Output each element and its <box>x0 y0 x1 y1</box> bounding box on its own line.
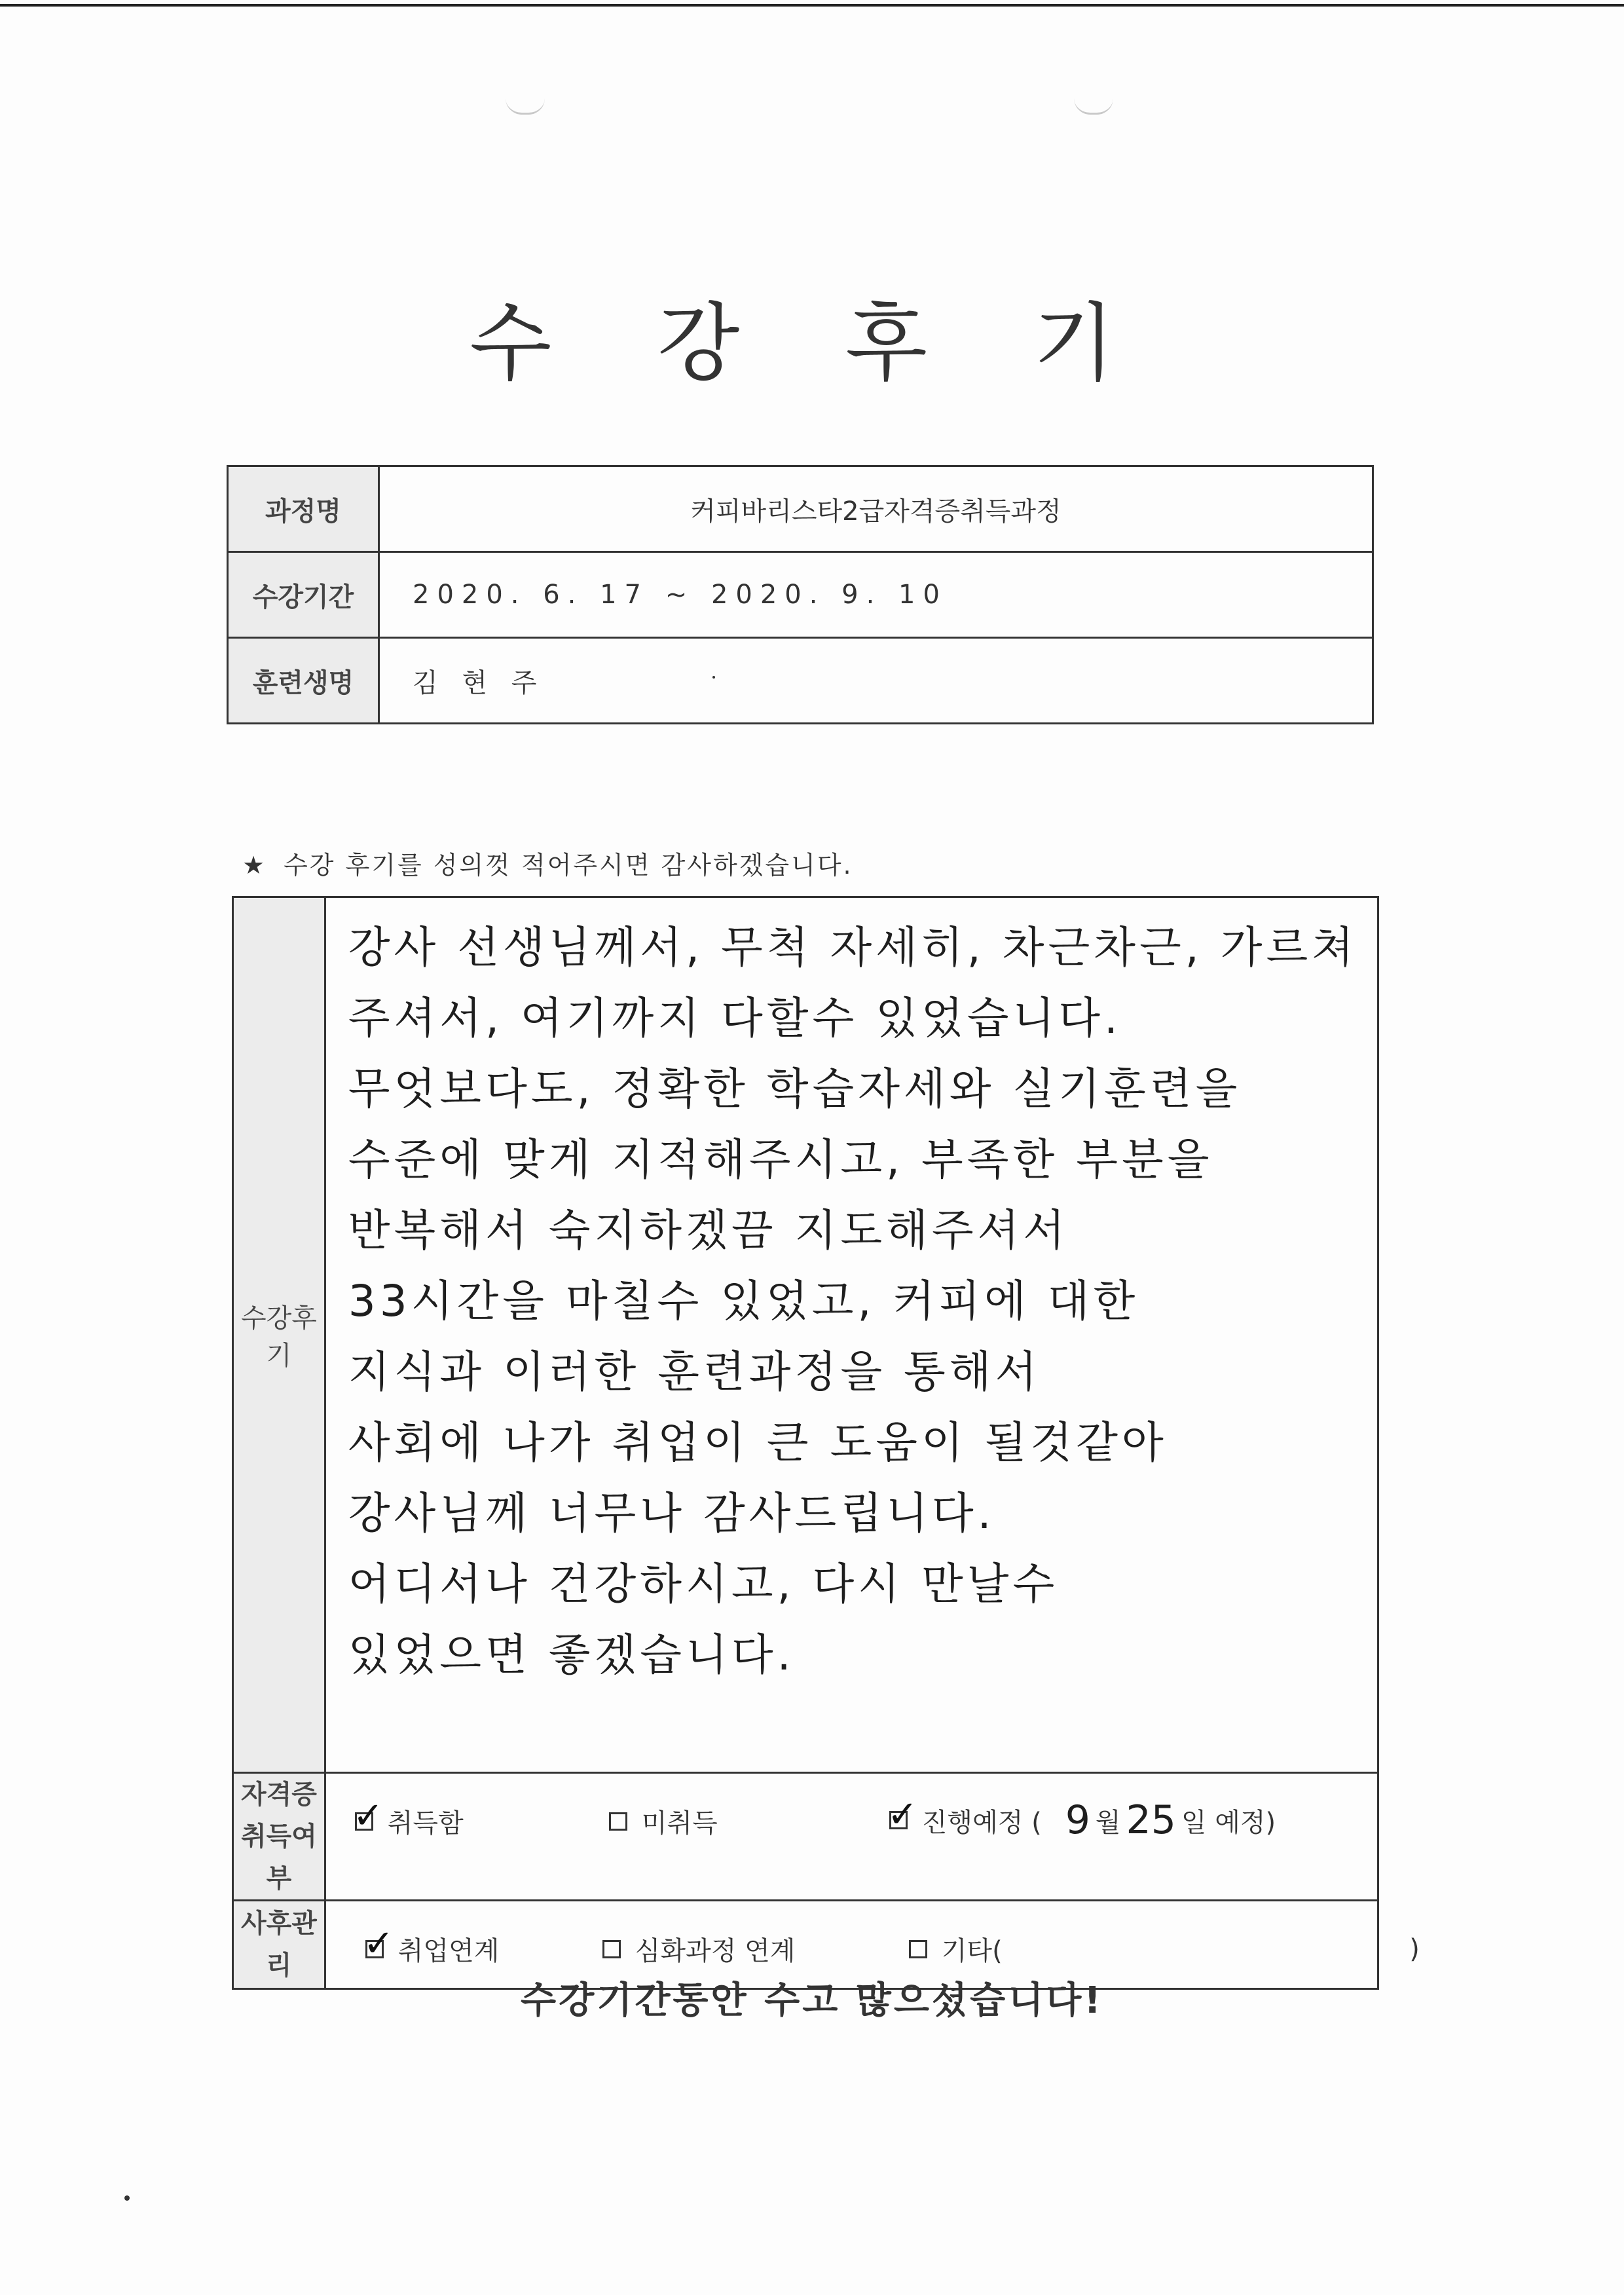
trainee-row <box>228 638 1373 724</box>
cert-planned-day[interactable]: 25 <box>1126 1797 1176 1843</box>
checkbox-icon[interactable] <box>602 1940 621 1958</box>
review-text <box>325 897 1378 1773</box>
checkbox-icon[interactable] <box>909 1940 927 1958</box>
cert-options <box>325 1773 1378 1901</box>
cert-planned-option[interactable] <box>887 1793 1276 1843</box>
review-line: 지식과 이러한 훈련과정을 통해서 <box>348 1347 1041 1397</box>
review-label: 수강후기 <box>233 897 325 1773</box>
cert-acquired-label: 취득함 <box>387 1808 464 1838</box>
checkbox-icon[interactable] <box>352 1794 384 1837</box>
review-line: 33시간을 마칠수 있었고, 커피에 대한 <box>348 1276 1139 1326</box>
aftercare-label: 사후관리 <box>233 1901 325 1989</box>
cert-label <box>233 1773 325 1901</box>
review-line: 무엇보다도, 정확한 학습자세와 실기훈련을 <box>348 1064 1242 1114</box>
top-border-line <box>0 4 1624 7</box>
scan-speck <box>712 676 715 679</box>
aftercare-other-close: ) <box>1409 1933 1420 1964</box>
period-row <box>228 552 1373 638</box>
cert-row <box>233 1773 1378 1901</box>
course-label: 과정명 <box>228 466 379 552</box>
course-row <box>228 466 1373 552</box>
instruction-note <box>242 845 853 881</box>
check-mark-icon: ✓ <box>363 1922 394 1965</box>
trainee-label: 훈련생명 <box>228 638 379 724</box>
star-icon: ★ <box>242 851 267 880</box>
info-table <box>227 465 1374 724</box>
cert-label-line1: 자격증 <box>240 1780 317 1810</box>
aftercare-job-option[interactable] <box>363 1922 500 1968</box>
review-row <box>233 897 1378 1773</box>
cert-planned-suffix: 일 예정) <box>1181 1807 1276 1838</box>
cert-planned-month[interactable]: 9 <box>1065 1797 1090 1843</box>
page-title: 수 강 후 기 <box>469 293 1155 393</box>
cert-not-acquired-label: 미취득 <box>641 1808 718 1838</box>
review-line: 사회에 나가 취업이 큰 도움이 될것같아 <box>348 1417 1168 1468</box>
aftercare-job-label: 취업연계 <box>397 1936 500 1966</box>
aftercare-advanced-option[interactable] <box>602 1930 796 1968</box>
checkbox-icon[interactable] <box>887 1793 918 1836</box>
review-line: 강사님께 너무나 감사드립니다. <box>348 1488 995 1539</box>
aftercare-advanced-label: 심화과정 연계 <box>635 1936 796 1966</box>
cert-label-line2: 취득여부 <box>240 1821 317 1894</box>
check-mark-icon: ✓ <box>887 1793 918 1836</box>
review-line: 있었으면 좋겠습니다. <box>348 1630 795 1680</box>
cert-planned-label: 진행예정 ( <box>921 1807 1042 1838</box>
punch-hole-mark-left <box>506 98 545 115</box>
cert-not-acquired-option[interactable] <box>609 1802 718 1840</box>
cert-month-unit: 월 <box>1095 1807 1121 1838</box>
checkbox-icon[interactable] <box>609 1812 627 1831</box>
aftercare-other-label: 기타( <box>941 1936 1003 1966</box>
scan-speck <box>124 2195 130 2201</box>
cert-acquired-option[interactable] <box>352 1794 464 1840</box>
review-line: 주셔서, 여기까지 다할수 있었습니다. <box>348 993 1122 1043</box>
review-line: 강사 선생님께서, 무척 자세히, 차근차근, 가르쳐 <box>348 922 1357 973</box>
course-value: 커피바리스타2급자격증취득과정 <box>379 466 1373 552</box>
review-line: 어디서나 건강하시고, 다시 만날수 <box>348 1559 1059 1609</box>
check-mark-icon: ✓ <box>352 1794 384 1837</box>
footer-message: 수강기간동안 수고 많으셨습니다! <box>521 1979 1103 2022</box>
instruction-text: 수강 후기를 성의껏 적어주시면 감사하겠습니다. <box>284 851 853 880</box>
period-value: 2020. 6. 17 ~ 2020. 9. 10 <box>379 552 1373 638</box>
checkbox-icon[interactable] <box>363 1922 394 1965</box>
review-line: 반복해서 숙지하겠끔 지도해주셔서 <box>348 1205 1069 1256</box>
punch-hole-mark-right <box>1074 98 1113 115</box>
period-label: 수강기간 <box>228 552 379 638</box>
trainee-value: 김 현 주 <box>379 638 1373 724</box>
aftercare-other-option[interactable] <box>909 1930 1420 1968</box>
review-table <box>232 896 1420 1990</box>
review-line: 수준에 맞게 지적해주시고, 부족한 부분을 <box>348 1134 1213 1185</box>
